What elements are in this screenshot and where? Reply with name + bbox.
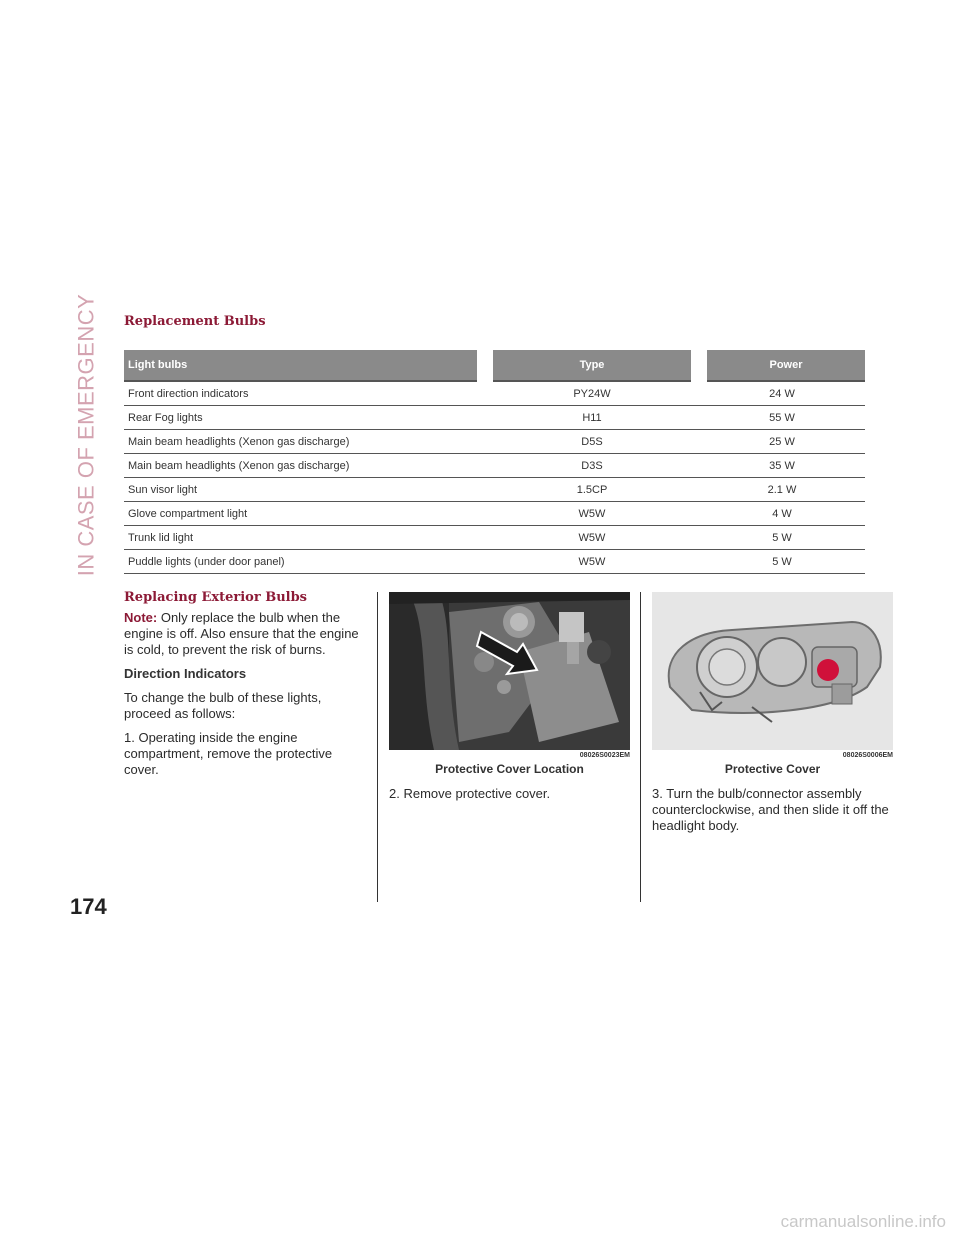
section-title: Replacement Bulbs xyxy=(124,314,266,329)
cell-light-bulb: Puddle lights (under door panel) xyxy=(124,550,485,574)
cell-power: 24 W xyxy=(699,381,865,406)
step-1: 1. Operating inside the engine compartment, remove the protective cover. xyxy=(124,730,333,777)
table-header-row xyxy=(124,350,865,381)
column-divider xyxy=(640,592,641,902)
cell-type: W5W xyxy=(485,526,699,550)
direction-intro: To change the bulb of these lights, proceed as follows: xyxy=(124,690,322,721)
cell-light-bulb: Front direction indicators xyxy=(124,381,485,406)
table-row xyxy=(124,381,865,406)
note-text: Only replace the bulb when the engine is off. Also ensure that the engine is cold, to prevent the risk of burns. xyxy=(124,610,359,657)
engine-compartment-photo xyxy=(389,592,630,750)
table-row xyxy=(124,454,865,478)
cell-type: 1.5CP xyxy=(485,478,699,502)
cell-type: W5W xyxy=(485,550,699,574)
cell-light-bulb: Glove compartment light xyxy=(124,502,485,526)
figure-caption: Protective Cover xyxy=(724,762,821,776)
instructions-column xyxy=(124,610,364,786)
page-number: 174 xyxy=(70,894,107,919)
table-row xyxy=(124,406,865,430)
chapter-label: IN CASE OF EMERGENCY xyxy=(73,293,98,577)
table-row xyxy=(124,526,865,550)
table-row xyxy=(124,478,865,502)
direction-indicators-heading: Direction Indicators xyxy=(124,666,247,681)
step-2: 2. Remove protective cover. xyxy=(389,786,551,801)
chapter-side-tab xyxy=(72,293,100,577)
cell-power: 5 W xyxy=(699,550,865,574)
step-3: 3. Turn the bulb/connector assembly counterclockwise, and then slide it off the headlight body. xyxy=(652,786,889,833)
cell-power: 35 W xyxy=(699,454,865,478)
cell-light-bulb: Main beam headlights (Xenon gas discharge) xyxy=(124,454,485,478)
cell-light-bulb: Rear Fog lights xyxy=(124,406,485,430)
figure-code: 08026S0006EM xyxy=(842,752,893,759)
table-row xyxy=(124,550,865,574)
cell-type: H11 xyxy=(485,406,699,430)
cell-power: 2.1 W xyxy=(699,478,865,502)
note-paragraph xyxy=(124,610,364,658)
subsection-title: Replacing Exterior Bulbs xyxy=(124,590,308,605)
bulb-table xyxy=(124,350,865,574)
cell-power: 5 W xyxy=(699,526,865,550)
cell-type: PY24W xyxy=(485,381,699,406)
protective-cover-location-figure xyxy=(389,592,630,782)
watermark-link[interactable]: carmanualsonline.info xyxy=(780,1212,946,1231)
note-label: Note: xyxy=(124,610,158,625)
protective-cover-figure xyxy=(652,592,893,782)
headlight-assembly-photo xyxy=(652,592,893,750)
cell-type: D5S xyxy=(485,430,699,454)
cell-light-bulb: Trunk lid light xyxy=(124,526,485,550)
cell-light-bulb: Sun visor light xyxy=(124,478,485,502)
cell-type: W5W xyxy=(485,502,699,526)
cell-light-bulb: Main beam headlights (Xenon gas discharge) xyxy=(124,430,485,454)
cell-power: 25 W xyxy=(699,430,865,454)
header-power: Power xyxy=(699,350,865,381)
figure-code: 08026S0023EM xyxy=(579,752,630,759)
column-divider xyxy=(377,592,378,902)
table-row xyxy=(124,502,865,526)
header-light-bulbs: Light bulbs xyxy=(124,350,485,381)
cell-power: 4 W xyxy=(699,502,865,526)
figure-caption: Protective Cover Location xyxy=(435,762,584,776)
header-type: Type xyxy=(485,350,699,381)
table-row xyxy=(124,430,865,454)
cell-power: 55 W xyxy=(699,406,865,430)
cell-type: D3S xyxy=(485,454,699,478)
